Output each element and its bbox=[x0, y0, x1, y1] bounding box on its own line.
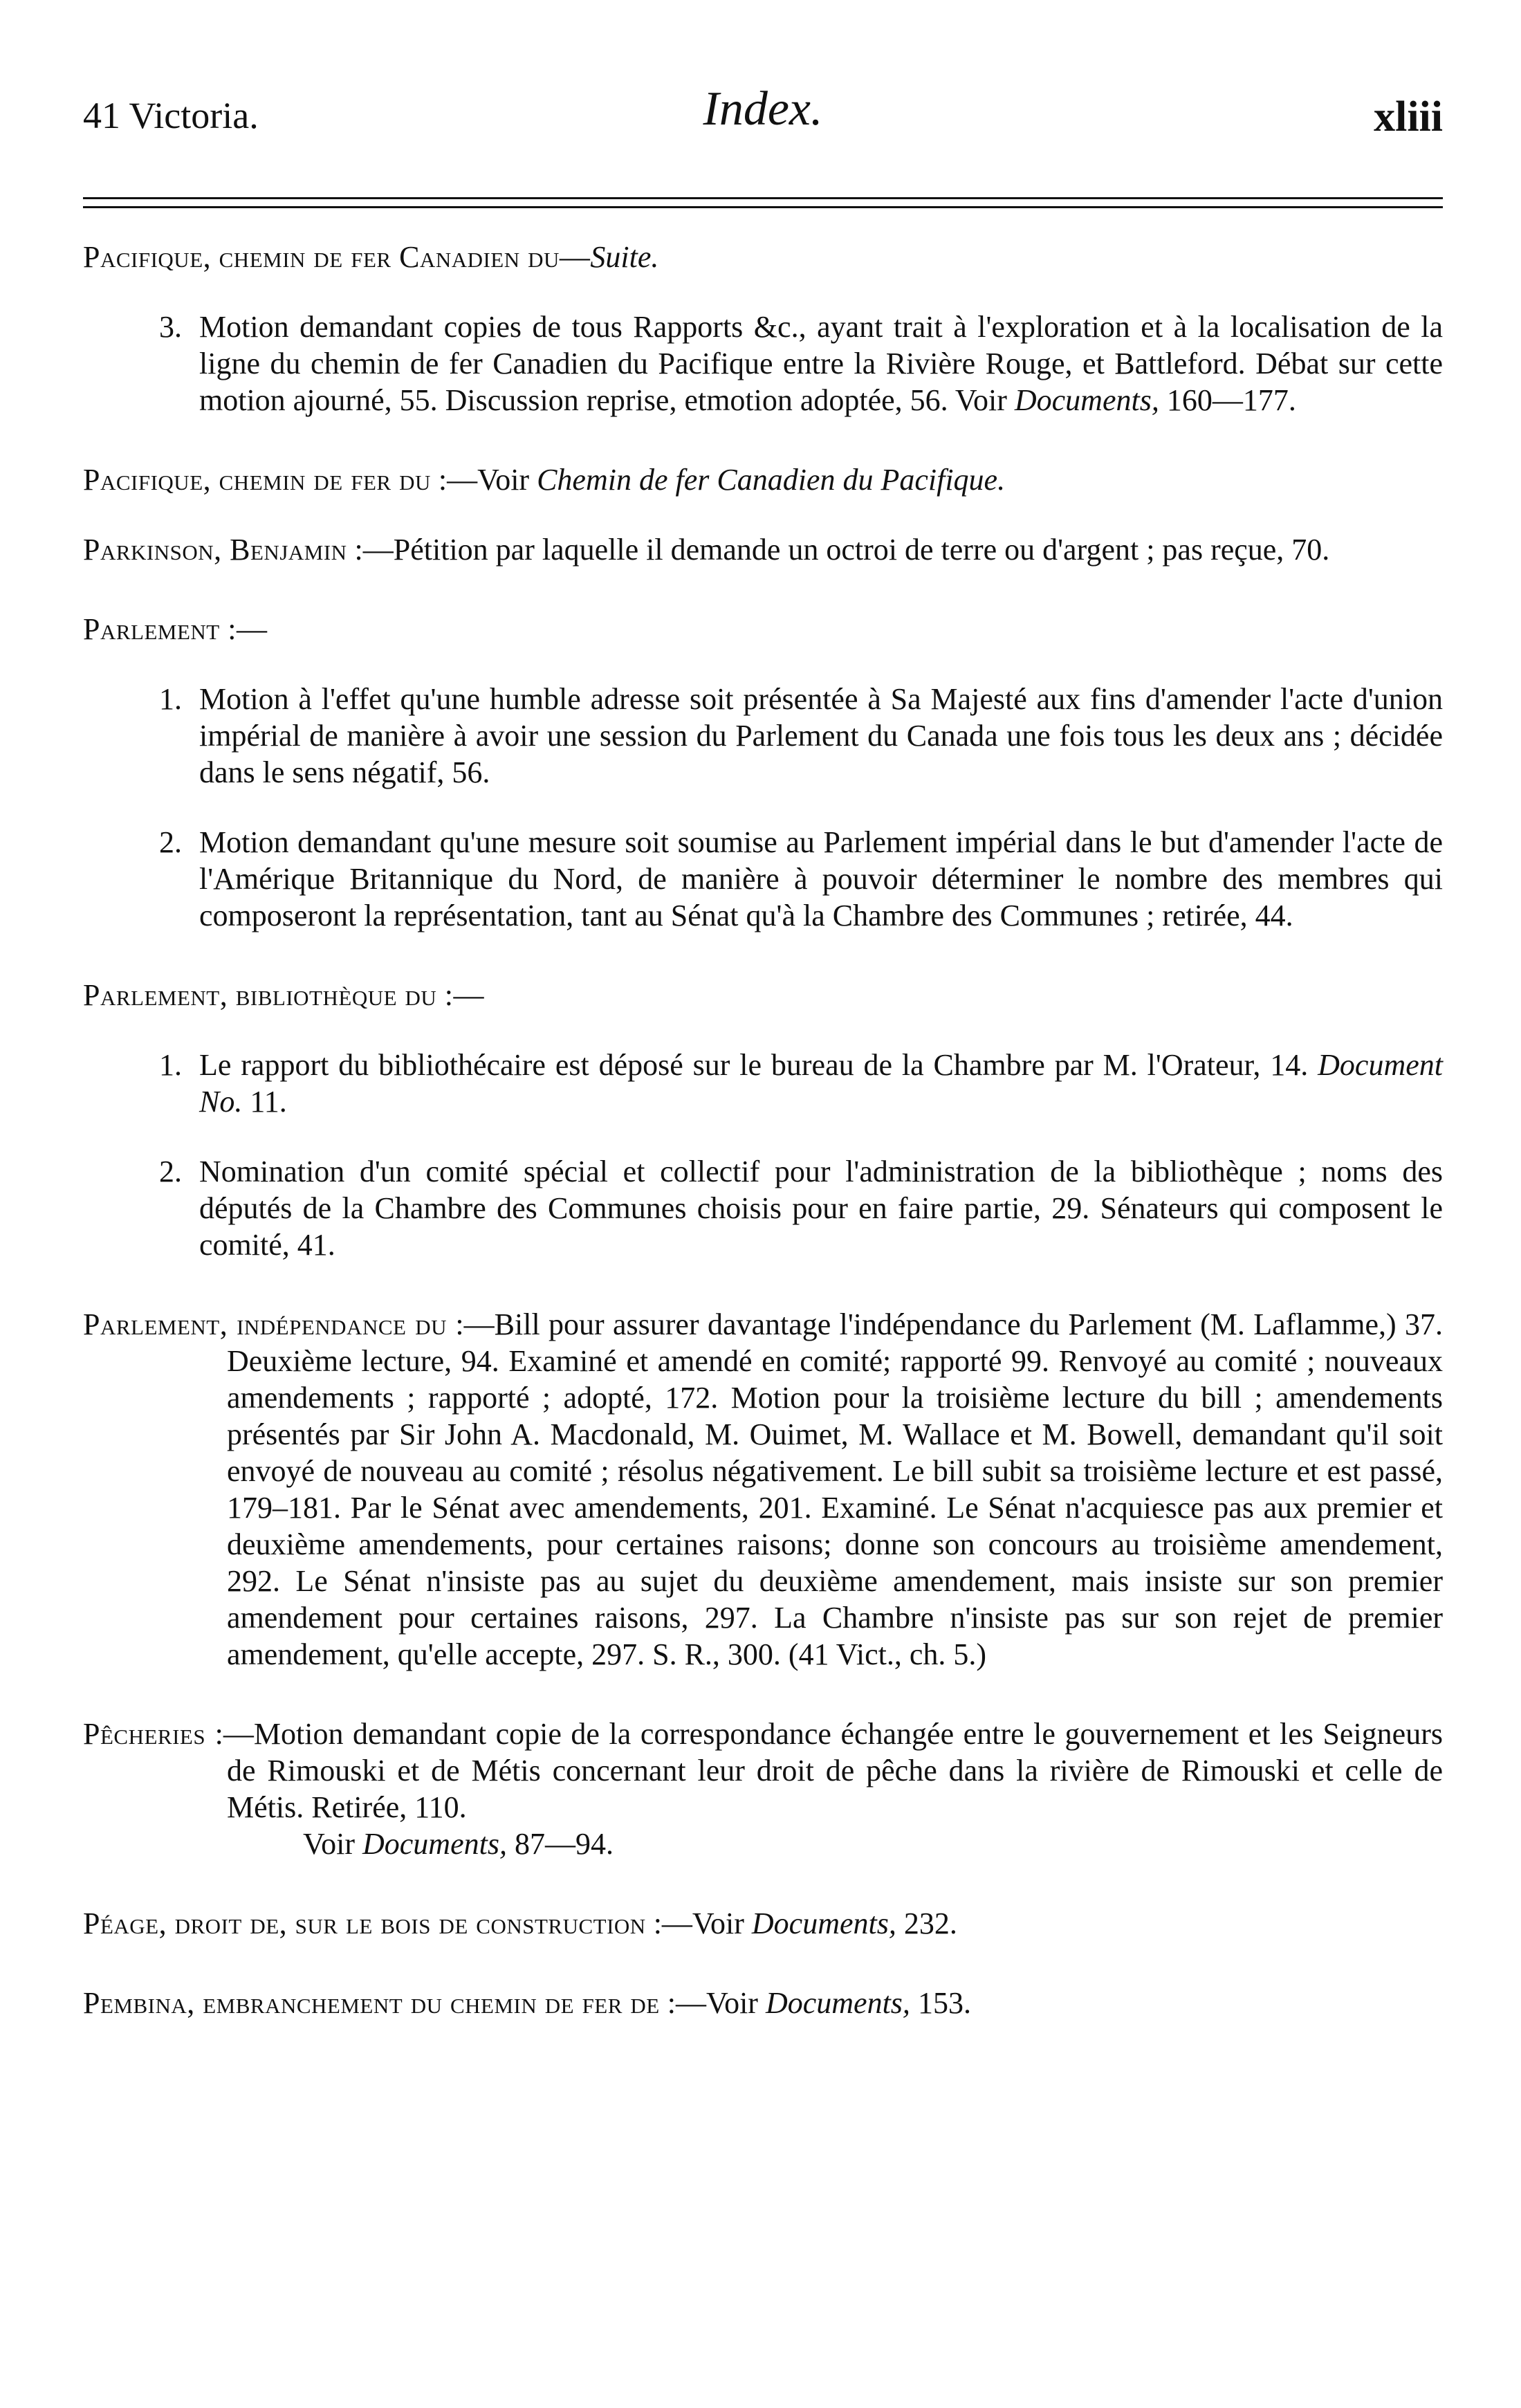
entry-heading: Parlement, bibliothèque du :— bbox=[83, 978, 485, 1012]
header-rule-top bbox=[83, 197, 1443, 199]
entry-ref-italic: Documents, bbox=[765, 1986, 910, 2020]
entry-heading: Pacifique, chemin de fer Canadien du— bbox=[83, 240, 591, 274]
entry-text: :—Voir bbox=[659, 1986, 766, 2020]
page-number: xliii bbox=[1374, 93, 1443, 140]
item-text: Motion demandant copies de tous Rapports &c., ayant trait à l'exploration et à la localisation de la ligne du chemin de fer Canadien du Pacifique entre la Rivière Rouge, et Battleford. Débat sur cette motion ajourné, 55. Discussion reprise, etmotion adoptée, 56. Voir bbox=[199, 310, 1443, 417]
index-content bbox=[83, 239, 1443, 2021]
entry-ref-italic: Chemin de fer Canadien du Pacifique. bbox=[537, 463, 1006, 497]
running-head-left: 41 Victoria. bbox=[83, 95, 259, 136]
index-entry bbox=[83, 1306, 1443, 1673]
entry-heading: Péage, droit de, sur le bois de construction bbox=[83, 1906, 646, 1940]
entry-ref-pages: 153. bbox=[910, 1986, 971, 2020]
item-number: 3. bbox=[159, 310, 182, 344]
see-also-italic: Documents, bbox=[362, 1827, 507, 1861]
entry-ref-italic: Documents, bbox=[751, 1906, 896, 1940]
index-entry bbox=[83, 1905, 1443, 1942]
item-number: 1. bbox=[159, 682, 182, 716]
entry-text: :—Voir bbox=[430, 463, 537, 497]
item-number: 2. bbox=[159, 825, 182, 859]
entry-heading: Pembina, embranchement du chemin de fer de bbox=[83, 1986, 660, 2020]
item-text: Motion à l'effet qu'une humble adresse soit présentée à Sa Majesté aux fins d'amender l'acte d'union impérial de manière à avoir une session du Parlement du Canada une fois tous les deux ans ; décidée dans le sens négatif, 56. bbox=[199, 682, 1443, 789]
entry-see-also bbox=[83, 1826, 1443, 1862]
see-also-pages: 87—94. bbox=[506, 1827, 614, 1861]
entry-text: :—Pétition par laquelle il demande un octroi de terre ou d'argent ; pas reçue, 70. bbox=[347, 533, 1330, 567]
item-number: 1. bbox=[159, 1048, 182, 1082]
running-head-title: Index. bbox=[703, 82, 823, 136]
item-number: 2. bbox=[159, 1155, 182, 1188]
index-entry bbox=[83, 611, 1443, 647]
header-rule-bottom bbox=[83, 206, 1443, 208]
index-entry bbox=[83, 1716, 1443, 1826]
entry-ref-pages: 232. bbox=[896, 1906, 957, 1940]
index-entry bbox=[83, 1985, 1443, 2021]
entry-heading: Parlement :— bbox=[83, 612, 268, 646]
item-ref-pages: 160—177. bbox=[1159, 383, 1296, 417]
entry-text: :—Motion demandant copie de la correspondance échangée entre le gouvernement et les Seigneurs de Rimouski et de Métis concernant leur droit de pêche dans la rivière de Rimouski et celle de Métis. Retirée, 110. bbox=[205, 1717, 1443, 1824]
entry-item bbox=[83, 681, 1443, 791]
item-ref-italic: Document No. bbox=[199, 1048, 1443, 1119]
entry-heading: Parlement, indépendance du bbox=[83, 1307, 448, 1341]
index-entry bbox=[83, 977, 1443, 1013]
entry-item bbox=[83, 1047, 1443, 1120]
page-header bbox=[83, 82, 1443, 158]
entry-heading: Parkinson, Benjamin bbox=[83, 533, 347, 567]
entry-item bbox=[83, 824, 1443, 934]
see-also-voir: Voir bbox=[303, 1827, 362, 1861]
item-text: Le rapport du bibliothécaire est déposé sur le bureau de la Chambre par M. l'Orateur, 14. bbox=[199, 1048, 1318, 1082]
entry-item bbox=[83, 309, 1443, 419]
entry-heading: Pacifique, chemin de fer du bbox=[83, 463, 431, 497]
item-text: Nomination d'un comité spécial et collectif pour l'administration de la bibliothèque ; noms des députés de la Chambre des Communes choisis pour en faire partie, 29. Sénateurs qui composent le comité, 41. bbox=[199, 1155, 1443, 1262]
entry-item bbox=[83, 1153, 1443, 1263]
index-entry bbox=[83, 239, 1443, 275]
entry-heading: Pêcheries bbox=[83, 1717, 206, 1751]
item-ref-italic: Documents, bbox=[1014, 383, 1159, 417]
entry-text: :—Voir bbox=[645, 1906, 752, 1940]
index-entry bbox=[83, 461, 1443, 498]
index-entry bbox=[83, 531, 1443, 568]
entry-text: :—Bill pour assurer davantage l'indépendance du Parlement (M. Laflamme,) 37. Deuxième lecture, 94. Examiné et amendé en comité; rapporté 99. Renvoyé au comité ; nouveaux amendements ; rapporté ; adopté, 172. Motion pour la troisième lecture du bill ; amendements présentés par Sir John A. Macdonald, M. Ouimet, M. Wallace et M. Bowell, demandant qu'il soit envoyé de nouveau au comité ; résolus négativement. Le bill subit sa troisième lecture et est passé, 179–181. Par le Sénat avec amendements, 201. Examiné. Le Sénat n'acquiesce pas aux premier et deuxième amendements, pour certaines raisons; donne son concours au troisième amendement, 292. Le Sénat n'insiste pas au sujet du deuxième amendement, mais insiste sur son premier amendement pour certaines raisons, 297. La Chambre n'insiste pas sur son rejet de premier amendement, qu'elle accepte, 297. S. R., 300. (41 Vict., ch. 5.) bbox=[227, 1307, 1443, 1671]
entry-heading-italic: Suite. bbox=[590, 240, 659, 274]
item-text: Motion demandant qu'une mesure soit soumise au Parlement impérial dans le but d'amender l'acte de l'Amérique Britannique du Nord, de manière à pouvoir déterminer le nombre des membres qui composeront la représentation, tant au Sénat qu'à la Chambre des Communes ; retirée, 44. bbox=[199, 825, 1443, 932]
item-ref-pages: 11. bbox=[242, 1085, 287, 1119]
